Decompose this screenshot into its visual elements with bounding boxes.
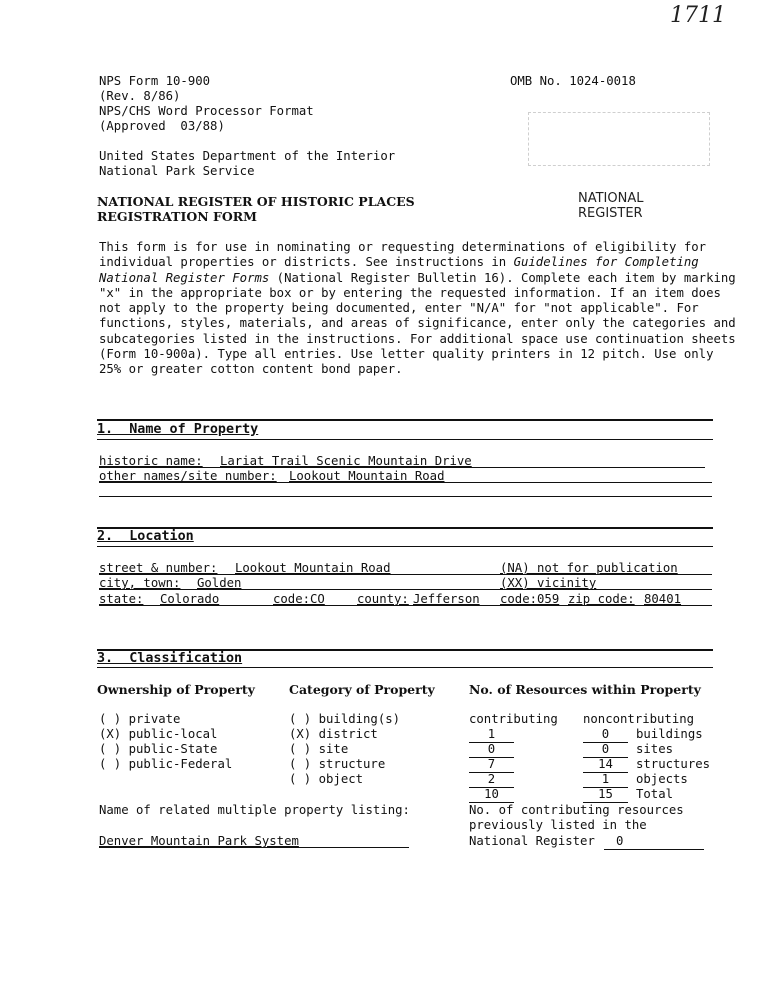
buildings-noncontributing[interactable]: 0 xyxy=(583,727,628,743)
historic-name-line xyxy=(99,467,705,468)
category-object[interactable]: ( ) object xyxy=(289,772,364,786)
prev-listed-value[interactable]: 0 xyxy=(604,834,704,850)
related-listing-label: Name of related multiple property listing: xyxy=(99,803,410,817)
category-heading: Category of Property xyxy=(289,682,435,697)
department: United States Department of the Interior xyxy=(99,149,396,163)
section1-title: 1. Name of Property xyxy=(97,422,259,437)
instructions-guidelines-title: Guidelines for Completing National Register Forms xyxy=(99,255,699,285)
ownership-public-state[interactable]: ( ) public-State xyxy=(99,742,218,756)
form-revision: (Rev. 8/86) xyxy=(99,89,181,103)
form-approved: (Approved 03/88) xyxy=(99,119,225,133)
stamp-register: REGISTER xyxy=(578,206,643,221)
city-line xyxy=(99,589,712,590)
other-names-value[interactable]: Lookout Mountain Road xyxy=(289,469,445,483)
stamp-national: NATIONAL xyxy=(578,191,644,206)
buildings-label: buildings xyxy=(636,727,703,741)
category-district[interactable]: (X) district xyxy=(289,727,378,741)
noncontributing-heading: noncontributing xyxy=(583,712,695,726)
county-value[interactable]: Jefferson xyxy=(413,592,480,606)
ownership-private[interactable]: ( ) private xyxy=(99,712,181,726)
state-value[interactable]: Colorado xyxy=(160,592,220,606)
objects-noncontributing[interactable]: 1 xyxy=(583,772,628,788)
objects-label: objects xyxy=(636,772,688,786)
instructions-text-1: This form is for use in nominating or requesting determinations of eligibility for individual properties or districts. See instructions in xyxy=(99,240,707,270)
category-buildings[interactable]: ( ) building(s) xyxy=(289,712,401,726)
instructions-text-2: (National Register Bulletin 16). Complete each item by marking "x" in the appropriate box or by entering the requested information. If an item does not apply to the property being documented, enter "N/A" for "not applicable". For functions, styles, materials, and areas of significance, enter only the categories and subcategories listed in the instructions. For additional space use continuation sheets (Form 10-900a). Type all entries. Use letter quality printers in 12 pitch. Use only 25% or greater cotton content bond paper. xyxy=(99,270,736,377)
section1-title-rule xyxy=(97,439,713,440)
contributing-heading: contributing xyxy=(469,712,558,726)
section3-title: 3. Classification xyxy=(97,651,243,666)
agency: National Park Service xyxy=(99,164,255,178)
city-value[interactable]: Golden xyxy=(197,576,242,590)
city-label: city, town: xyxy=(99,576,181,590)
omb-number: OMB No. 1024-0018 xyxy=(510,74,636,88)
related-listing-line xyxy=(99,847,409,848)
section2-title-rule xyxy=(97,546,713,547)
street-label: street & number: xyxy=(99,561,218,575)
ownership-heading: Ownership of Property xyxy=(97,682,255,697)
county-label: county: xyxy=(357,592,409,606)
street-value[interactable]: Lookout Mountain Road xyxy=(235,561,391,575)
structures-label: structures xyxy=(636,757,711,771)
state-line xyxy=(99,605,712,606)
state-label: state: xyxy=(99,592,144,606)
prev-listed-line2: previously listed in the xyxy=(469,818,647,832)
total-contributing[interactable]: 10 xyxy=(469,787,514,803)
received-stamp-ghost xyxy=(528,112,710,166)
other-names-line xyxy=(99,482,712,483)
sites-label: sites xyxy=(636,742,674,756)
prev-listed-line1: No. of contributing resources xyxy=(469,803,684,817)
total-label: Total xyxy=(636,787,674,801)
buildings-contributing[interactable]: 1 xyxy=(469,727,514,743)
form-title-line2: REGISTRATION FORM xyxy=(97,209,257,224)
form-format: NPS/CHS Word Processor Format xyxy=(99,104,314,118)
section2-title: 2. Location xyxy=(97,529,194,544)
section1-top-rule xyxy=(97,419,713,421)
prev-listed-line3: National Register xyxy=(469,834,595,848)
section3-title-rule xyxy=(97,667,713,668)
other-names-label: other names/site number: xyxy=(99,469,277,483)
historic-name-value[interactable]: Lariat Trail Scenic Mountain Drive xyxy=(220,454,472,468)
zip-value[interactable]: 80401 xyxy=(644,592,682,606)
instructions-paragraph xyxy=(99,240,739,378)
handwritten-number: 1711 xyxy=(670,3,726,28)
state-code-value[interactable]: CO xyxy=(310,592,325,606)
zip-label: zip code: xyxy=(568,592,635,606)
category-structure[interactable]: ( ) structure xyxy=(289,757,386,771)
street-line xyxy=(99,574,712,575)
resources-heading: No. of Resources within Property xyxy=(469,682,701,697)
sites-noncontributing[interactable]: 0 xyxy=(583,742,628,758)
related-listing-value[interactable]: Denver Mountain Park System xyxy=(99,834,299,848)
form-number: NPS Form 10-900 xyxy=(99,74,211,88)
not-for-publication[interactable]: (NA) not for publication xyxy=(500,561,678,575)
ownership-public-federal[interactable]: ( ) public-Federal xyxy=(99,757,233,771)
county-code[interactable]: code:059 xyxy=(500,592,560,606)
total-noncontributing[interactable]: 15 xyxy=(583,787,628,803)
vicinity[interactable]: (XX) vicinity xyxy=(500,576,597,590)
section1-blank-line xyxy=(99,496,712,497)
structures-noncontributing[interactable]: 14 xyxy=(583,757,628,773)
sites-contributing[interactable]: 0 xyxy=(469,742,514,758)
category-site[interactable]: ( ) site xyxy=(289,742,349,756)
historic-name-label: historic name: xyxy=(99,454,203,468)
structures-contributing[interactable]: 7 xyxy=(469,757,514,773)
ownership-public-local[interactable]: (X) public-local xyxy=(99,727,218,741)
objects-contributing[interactable]: 2 xyxy=(469,772,514,788)
form-title-line1: NATIONAL REGISTER OF HISTORIC PLACES xyxy=(97,194,415,209)
state-code-label: code: xyxy=(273,592,311,606)
